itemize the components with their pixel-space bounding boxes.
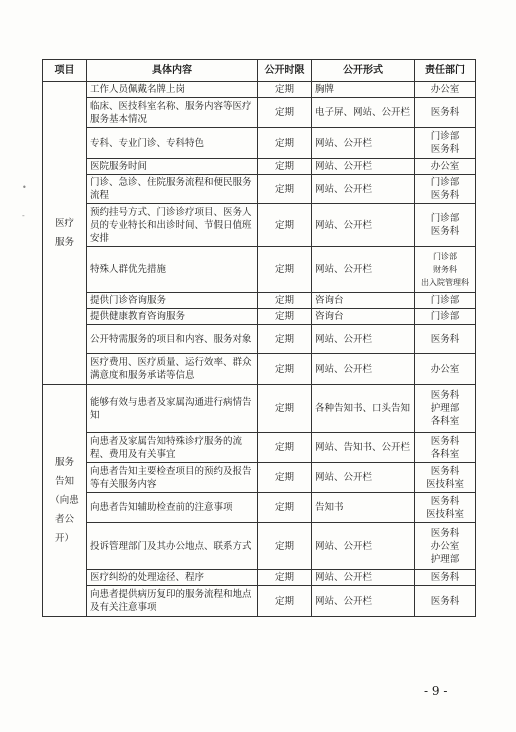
content-cell: 专科、专业门诊、专科特色 [87, 128, 258, 159]
table-row [43, 128, 476, 159]
table-row [43, 433, 476, 463]
content-cell: 临床、医技科室名称、服务内容等医疗服务基本情况 [87, 98, 258, 128]
table-row [43, 82, 476, 98]
form-cell: 各种告知书、口头告知 [312, 385, 415, 433]
content-cell: 向患者告知辅助检查前的注意事项 [87, 493, 258, 523]
dept-cell: 门诊部 医务科 [415, 204, 476, 247]
dept-cell: 医务科 [415, 325, 476, 354]
category-cell: 医疗 服务 [43, 82, 87, 385]
term-cell: 定期 [258, 493, 312, 523]
form-cell: 网站、公开栏 [312, 247, 415, 293]
content-cell: 提供门诊咨询服务 [87, 293, 258, 309]
table-row [43, 247, 476, 293]
table-row [43, 204, 476, 247]
term-cell: 定期 [258, 570, 312, 586]
dept-cell: 办公室 [415, 354, 476, 385]
content-cell: 公开特需服务的项目和内容、服务对象 [87, 325, 258, 354]
content-cell: 向患者及家属告知特殊诊疗服务的流程、费用及有关事宜 [87, 433, 258, 463]
form-cell: 咨询台 [312, 309, 415, 325]
table-header-row [43, 60, 476, 82]
content-cell: 医疗纠纷的处理途径、程序 [87, 570, 258, 586]
table-row [43, 586, 476, 617]
term-cell: 定期 [258, 385, 312, 433]
col-header-term: 公开时限 [258, 60, 312, 82]
term-cell: 定期 [258, 82, 312, 98]
table-row [43, 175, 476, 204]
content-cell: 提供健康教育咨询服务 [87, 309, 258, 325]
form-cell: 告知书 [312, 493, 415, 523]
term-cell: 定期 [258, 309, 312, 325]
form-cell: 网站、公开栏 [312, 175, 415, 204]
table-row [43, 98, 476, 128]
dept-cell: 医务科 [415, 98, 476, 128]
dept-cell: 医务科 办公室 护理部 [415, 523, 476, 570]
dept-cell: 医务科 医技科室 [415, 493, 476, 523]
content-cell: 医院服务时间 [87, 159, 258, 175]
form-cell: 网站、告知书、公开栏 [312, 433, 415, 463]
col-header-item: 项目 [43, 60, 87, 82]
content-cell: 门诊、急诊、住院服务流程和便民服务流程 [87, 175, 258, 204]
form-cell: 网站、公开栏 [312, 128, 415, 159]
form-cell: 电子屏、网站、公开栏 [312, 98, 415, 128]
content-cell: 能够有效与患者及家属沟通进行病情告知 [87, 385, 258, 433]
table-row [43, 309, 476, 325]
dept-cell: 办公室 [415, 82, 476, 98]
scan-mark: - [22, 211, 25, 220]
term-cell: 定期 [258, 523, 312, 570]
term-cell: 定期 [258, 325, 312, 354]
form-cell: 咨询台 [312, 293, 415, 309]
table-row [43, 293, 476, 309]
term-cell: 定期 [258, 204, 312, 247]
col-header-content: 具体内容 [87, 60, 258, 82]
term-cell: 定期 [258, 159, 312, 175]
term-cell: 定期 [258, 98, 312, 128]
content-cell: 医疗费用、医疗质量、运行效率、群众满意度和服务承诺等信息 [87, 354, 258, 385]
page-number: - 9 - [424, 684, 448, 698]
dept-cell: 门诊部 [415, 309, 476, 325]
term-cell: 定期 [258, 433, 312, 463]
dept-cell: 门诊部 医务科 [415, 175, 476, 204]
table-row [43, 570, 476, 586]
form-cell: 网站、公开栏 [312, 463, 415, 493]
content-cell: 特殊人群优先措施 [87, 247, 258, 293]
form-cell: 网站、公开栏 [312, 586, 415, 617]
table-row [43, 463, 476, 493]
content-cell: 向患者提供病历复印的服务流程和地点及有关注意事项 [87, 586, 258, 617]
dept-cell: 医务科 [415, 570, 476, 586]
table-row [43, 325, 476, 354]
dept-cell: 门诊部 医务科 [415, 128, 476, 159]
dept-cell: 办公室 [415, 159, 476, 175]
dept-cell: 医务科 医技科室 [415, 463, 476, 493]
term-cell: 定期 [258, 586, 312, 617]
form-cell: 网站、公开栏 [312, 325, 415, 354]
dept-cell: 医务科 [415, 586, 476, 617]
table-row [43, 354, 476, 385]
table-row [43, 385, 476, 433]
term-cell: 定期 [258, 128, 312, 159]
form-cell: 网站、公开栏 [312, 204, 415, 247]
content-cell: 工作人员佩戴名牌上岗 [87, 82, 258, 98]
table-row [43, 523, 476, 570]
form-cell: 网站、公开栏 [312, 354, 415, 385]
disclosure-table [42, 59, 476, 617]
dept-cell: 门诊部 财务科 出入院管理科 [415, 247, 476, 293]
term-cell: 定期 [258, 354, 312, 385]
dept-cell: 医务科 护理部 各科室 [415, 385, 476, 433]
content-cell: 投诉管理部门及其办公地点、联系方式 [87, 523, 258, 570]
form-cell: 网站、公开栏 [312, 523, 415, 570]
form-cell: 网站、公开栏 [312, 570, 415, 586]
form-cell: 胸牌 [312, 82, 415, 98]
category-cell: 服务 告知 （向患 者公 开） [43, 385, 87, 617]
term-cell: 定期 [258, 463, 312, 493]
col-header-form: 公开形式 [312, 60, 415, 82]
form-cell: 网站、公开栏 [312, 159, 415, 175]
dept-cell: 门诊部 [415, 293, 476, 309]
term-cell: 定期 [258, 247, 312, 293]
content-cell: 向患者告知主要检查项目的预约及报告等有关服务内容 [87, 463, 258, 493]
term-cell: 定期 [258, 175, 312, 204]
term-cell: 定期 [258, 293, 312, 309]
table-row [43, 159, 476, 175]
dept-cell: 医务科 各科室 [415, 433, 476, 463]
scan-mark: • [22, 183, 27, 192]
col-header-dept: 责任部门 [415, 60, 476, 82]
table-row [43, 493, 476, 523]
content-cell: 预约挂号方式、门诊诊疗项目、医务人员的专业特长和出诊时间、节假日值班安排 [87, 204, 258, 247]
